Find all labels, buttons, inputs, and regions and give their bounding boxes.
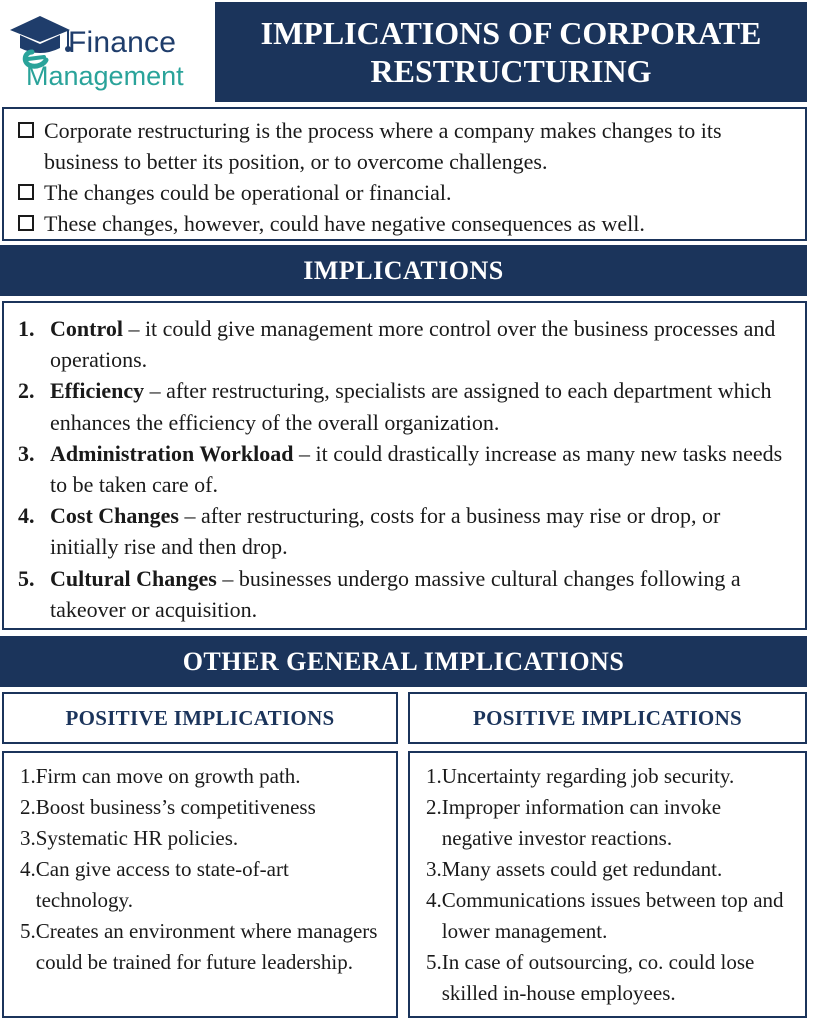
item-text: Improper information can invoke negative investor reactions. xyxy=(441,795,722,850)
left-implications-list xyxy=(2,751,398,1018)
item-number: 3. xyxy=(20,826,36,850)
checkbox-icon xyxy=(18,122,34,138)
intro-item xyxy=(18,115,793,177)
list-item xyxy=(426,761,797,792)
item-term: Control xyxy=(50,316,123,341)
implication-item xyxy=(18,563,791,625)
implications-heading: IMPLICATIONS xyxy=(0,245,807,296)
item-number: 3. xyxy=(426,857,442,881)
general-implications-heading: OTHER GENERAL IMPLICATIONS xyxy=(0,636,807,687)
item-number: 4. xyxy=(426,888,442,912)
page-title: IMPLICATIONS OF CORPORATE RESTRUCTURING xyxy=(215,2,807,102)
item-number: 4. xyxy=(20,857,36,881)
list-item xyxy=(426,792,797,854)
list-item xyxy=(20,854,388,916)
item-text: Firm can move on growth path. xyxy=(35,764,301,788)
implication-item xyxy=(18,500,791,562)
item-number: 2. xyxy=(18,378,35,404)
item-description: – businesses undergo massive cultural changes following a takeover or acquisition. xyxy=(50,565,741,622)
intro-text: Corporate restructuring is the process where a company makes changes to its business to better its position, or to overcome challenges. xyxy=(44,118,722,174)
intro-text: These changes, however, could have negative consequences as well. xyxy=(44,211,645,236)
right-column-heading: POSITIVE IMPLICATIONS xyxy=(408,692,807,744)
item-term: Administration Workload xyxy=(50,440,294,466)
item-text: Systematic HR policies. xyxy=(35,826,239,850)
item-number: 1. xyxy=(426,764,442,788)
item-text: Creates an environment where managers could be trained for future leadership. xyxy=(35,919,378,974)
item-number: 2. xyxy=(426,795,442,819)
item-description: – after restructuring, costs for a business may rise or drop, or initially rise and then drop. xyxy=(50,503,721,560)
list-item xyxy=(20,823,388,854)
list-item xyxy=(20,916,388,978)
item-number: 1. xyxy=(18,316,35,341)
item-description: – it could give management more control over the business processes and operations. xyxy=(50,316,776,373)
intro-text: The changes could be operational or financial. xyxy=(44,180,452,205)
item-number: 5. xyxy=(18,565,35,591)
item-number: 3. xyxy=(18,440,35,466)
item-number: 1. xyxy=(20,764,36,788)
list-item xyxy=(426,885,797,947)
item-text: Many assets could get redundant. xyxy=(441,857,723,881)
item-number: 2. xyxy=(20,795,36,819)
intro-item xyxy=(18,177,793,208)
list-item xyxy=(20,761,388,792)
implications-list xyxy=(2,301,807,630)
item-term: Efficiency xyxy=(50,378,145,404)
item-text: In case of outsourcing, co. could lose skilled in-house employees. xyxy=(441,950,755,1005)
checkbox-icon xyxy=(18,215,34,231)
efinance-logo xyxy=(0,0,213,103)
intro-box xyxy=(2,107,807,241)
logo-word-finance: Finance xyxy=(68,26,177,59)
implication-item xyxy=(18,438,791,500)
item-text: Boost business’s competitiveness xyxy=(35,795,316,819)
intro-item xyxy=(18,208,793,239)
implication-item xyxy=(18,313,791,375)
checkbox-icon xyxy=(18,184,34,200)
item-description: – after restructuring, specialists are assigned to each department which enhances the efficiency of the overall organization. xyxy=(50,378,772,435)
item-term: Cost Changes xyxy=(50,503,179,529)
list-item xyxy=(426,854,797,885)
item-text: Communications issues between top and lower management. xyxy=(441,888,784,943)
item-text: Uncertainty regarding job security. xyxy=(441,764,735,788)
list-item xyxy=(20,792,388,823)
item-number: 5. xyxy=(426,950,442,974)
right-implications-list xyxy=(408,751,807,1018)
list-item xyxy=(426,947,797,1009)
item-text: Can give access to state-of-art technology. xyxy=(35,857,289,912)
left-column-heading: POSITIVE IMPLICATIONS xyxy=(2,692,398,744)
item-term: Cultural Changes xyxy=(50,565,217,591)
implication-item xyxy=(18,375,791,437)
item-number: 4. xyxy=(18,503,35,529)
item-description: – it could drastically increase as many new tasks needs to be taken care of. xyxy=(50,440,783,498)
item-number: 5. xyxy=(20,919,36,943)
logo-word-management: Management xyxy=(26,61,184,91)
